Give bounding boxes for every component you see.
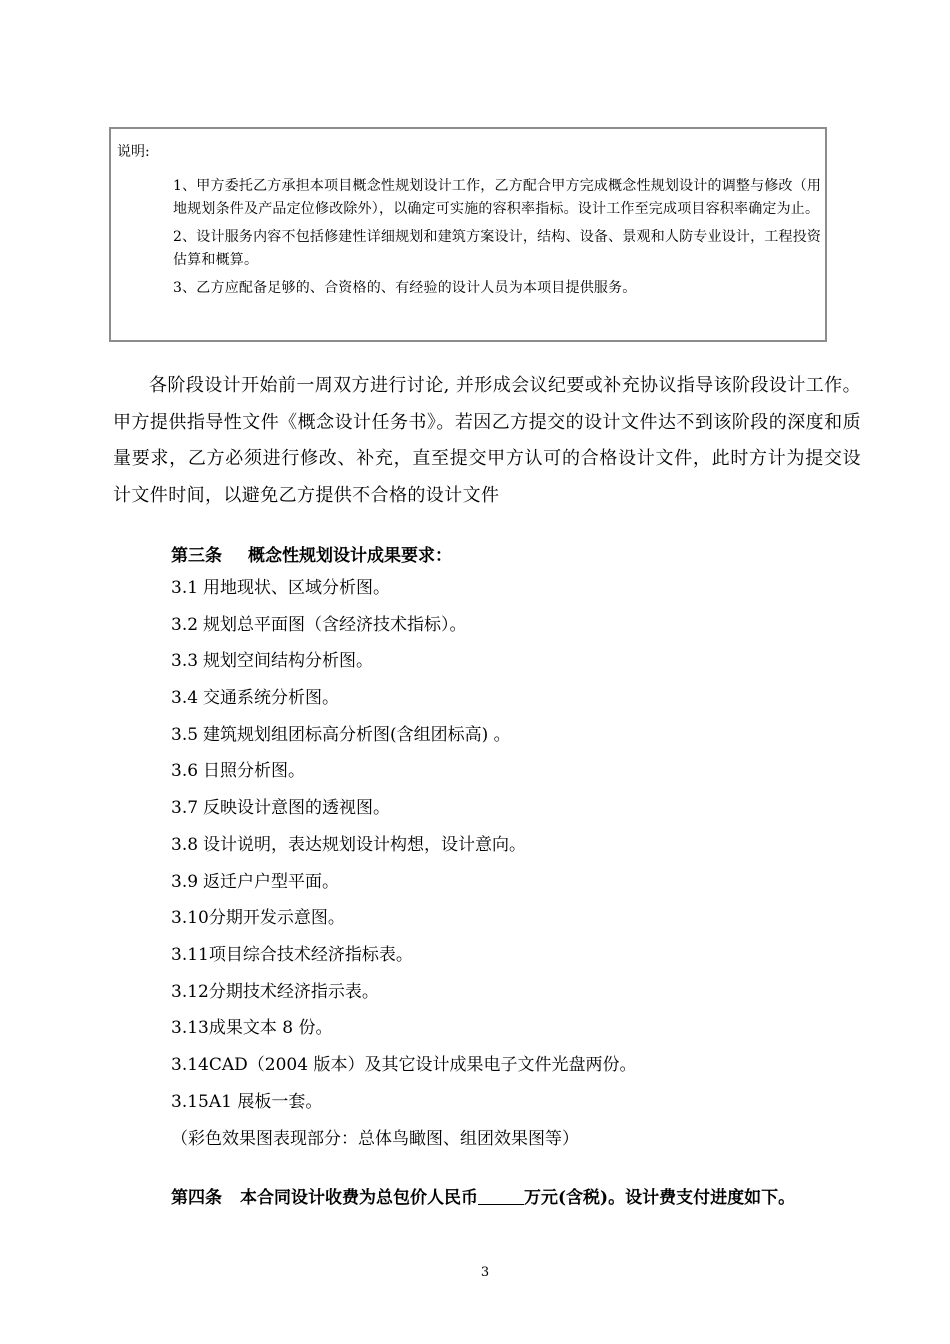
requirement-item (171, 941, 871, 978)
requirement-item (171, 647, 871, 684)
requirement-text: 设计说明，表达规划设计构想，设计意向。 (203, 834, 526, 855)
requirement-number: 3.9 (171, 871, 199, 892)
requirement-number: 3.12 (171, 981, 209, 1002)
note-item: 1、甲方委托乙方承担本项目概念性规划设计工作，乙方配合甲方完成概念性规划设计的调整与修改（用地规划条件及产品定位修改除外），以确定可实施的容积率指标。设计工作至完成项目容积率确定为止。 (173, 178, 822, 217)
amount-blank (478, 1188, 524, 1205)
requirement-item (171, 1088, 871, 1125)
note-list (173, 175, 823, 306)
article-4-text-after: 万元(含税)。设计费支付进度如下。 (524, 1188, 796, 1208)
requirement-text: 交通系统分析图。 (203, 688, 339, 709)
requirement-item (171, 684, 871, 721)
requirement-number: 3.7 (171, 798, 199, 819)
requirement-text: 分期技术经济指示表。 (208, 981, 379, 1002)
note-box (109, 127, 827, 342)
requirement-number: 3.1 (171, 578, 199, 598)
article-3-heading (171, 541, 871, 566)
requirement-item (171, 757, 871, 794)
requirement-number: 3.13 (171, 1018, 209, 1039)
requirement-item (171, 868, 871, 905)
requirement-number: 3.14 (171, 1054, 209, 1075)
requirement-text: 规划总平面图（含经济技术指标）。 (203, 614, 467, 635)
article-4-text-before: 本合同设计收费为总包价人民币 (240, 1188, 478, 1208)
note-item: 3、乙方应配备足够的、合资格的、有经验的设计人员为本项目提供服务。 (173, 280, 637, 296)
requirement-item (171, 831, 871, 868)
body-paragraph: 各阶段设计开始前一周双方进行讨论, 并形成会议纪要或补充协议指导该阶段设计工作。甲方提供指导性文件《概念设计任务书》。若因乙方提交的设计文件达不到该阶段的深度和质量要求，乙方必须进行修改、补充，直至提交甲方认可的合格设计文件，此时方计为提交设计文件时间，以避免乙方提供不合格的设计文件 (113, 375, 861, 506)
requirement-text: 规划空间结构分析图。 (203, 651, 373, 672)
requirement-item (171, 1014, 871, 1051)
page-number: 3 (480, 1265, 490, 1280)
requirement-text: CAD（2004 版本）及其它设计成果电子文件光盘两份。 (208, 1054, 637, 1075)
requirement-text: 成果文本 8 份。 (208, 1018, 333, 1039)
requirement-number: 3.2 (171, 614, 199, 635)
requirement-number: 3.10 (171, 908, 209, 929)
requirement-number: 3.3 (171, 651, 199, 672)
requirement-item (171, 1051, 871, 1088)
requirement-item (171, 978, 871, 1015)
requirement-text: 分期开发示意图。 (208, 908, 345, 929)
requirement-text: 日照分析图。 (203, 761, 305, 782)
article-3-label: 第三条 (171, 546, 222, 566)
requirement-text: 用地现状、区域分析图。 (203, 578, 390, 598)
article-4-heading (171, 1183, 871, 1208)
requirement-text: A1 展板一套。 (208, 1091, 323, 1112)
requirement-number: 3.8 (171, 834, 199, 855)
requirement-number: 3.15 (171, 1091, 209, 1112)
article-3-title: 概念性规划设计成果要求： (248, 546, 452, 566)
requirement-number: 3.6 (171, 761, 199, 782)
requirement-item (171, 611, 871, 648)
requirement-item (171, 794, 871, 831)
requirement-item (171, 574, 871, 611)
requirement-text: 项目综合技术经济指标表。 (208, 944, 413, 965)
note-title: 说明: (117, 144, 150, 160)
requirement-item (171, 721, 871, 758)
requirement-text: 返迁户户型平面。 (203, 871, 339, 892)
note-item: 2、设计服务内容不包括修建性详细规划和建筑方案设计，结构、设备、景观和人防专业设计，工程投资估算和概算。 (173, 229, 822, 268)
requirement-number: 3.5 (171, 724, 199, 745)
article-4-label: 第四条 (171, 1188, 222, 1208)
requirement-text: 反映设计意图的透视图。 (203, 798, 390, 819)
requirement-number: 3.11 (171, 944, 209, 965)
requirement-number: 3.4 (171, 688, 199, 709)
requirement-item (171, 904, 871, 941)
requirements-list (171, 574, 871, 1124)
requirements-note: （彩色效果图表现部分：总体鸟瞰图、组团效果图等） (171, 1129, 579, 1149)
requirement-text: 建筑规划组团标高分析图(含组团标高) 。 (203, 724, 511, 745)
